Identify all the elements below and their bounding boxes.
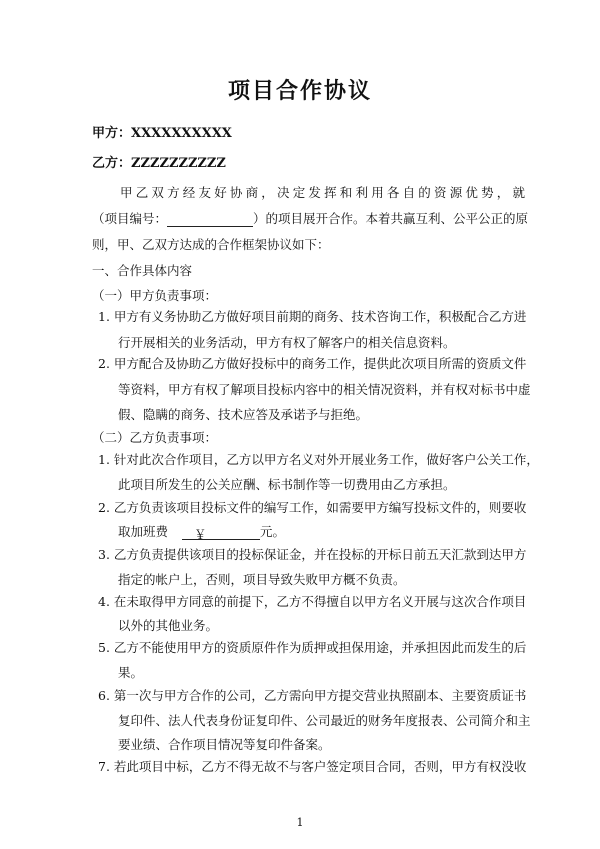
- currency-symbol: ￥: [194, 527, 207, 542]
- b1-line-2: 此项目所发生的公关应酬、标书制作等一切费用由乙方承担。: [118, 477, 456, 492]
- b3-line-2: 指定的帐户上，否则，项目导致失败甲方概不负责。: [118, 572, 406, 587]
- intro-line-3: 则，甲、乙双方达成的合作框架协议如下：: [92, 237, 330, 252]
- intro-line-2-rest: ）的项目展开合作。本着共赢互利、公平公正的原: [253, 211, 529, 226]
- b7-line-1: 7. 若此项目中标，乙方不得无故不与客户签定项目合同，否则，甲方有权没收: [98, 759, 527, 774]
- b4-line-1: 4. 在未取得甲方同意的前提下，乙方不得擅自以甲方名义开展与这次合作项目: [98, 594, 527, 609]
- a2-line-2: 等资料，甲方有权了解项目投标内容中的相关情况资料，并有权对标书中虚: [118, 382, 531, 397]
- overtime-fee-unit: 元。: [260, 524, 286, 539]
- section-1-heading: 一、合作具体内容: [92, 263, 193, 278]
- party-a: 甲方：XXXXXXXXXX: [92, 126, 232, 141]
- intro-line-1: 甲乙双方经友好协商，决定发挥和利用各自的资源优势，就: [120, 185, 529, 200]
- intro-line-2: [92, 209, 528, 227]
- sub-a-heading: （一）甲方负责事项：: [92, 288, 218, 303]
- a2-line-1: 2. 甲方配合及协助乙方做好投标中的商务工作，提供此次项目所需的资质文件: [98, 356, 527, 371]
- b6-line-3: 要业绩、合作项目情况等复印件备案。: [118, 737, 331, 752]
- project-number-blank: [167, 212, 253, 227]
- b3-line-1: 3. 乙方负责提供该项目的投标保证金，并在投标的开标日前五天汇款到达甲方: [98, 547, 527, 562]
- a1-line-2: 行开展相关的业务活动，甲方有权了解客户的相关信息资料。: [118, 335, 456, 350]
- overtime-fee-blank: [182, 525, 260, 540]
- sub-b-heading: （二）乙方负责事项：: [92, 430, 218, 445]
- a2-line-3: 假、隐瞒的商务、技术应答及承诺予与拒绝。: [118, 407, 369, 422]
- intro-project-no-label: （项目编号：: [92, 211, 168, 226]
- b6-line-2: 复印件、法人代表身份证复印件、公司最近的财务年度报表、公司简介和主: [118, 713, 531, 728]
- b6-line-1: 6. 第一次与甲方合作的公司，乙方需向甲方提交营业执照副本、主要资质证书: [98, 688, 527, 703]
- b1-line-1: 1. 针对此次合作项目，乙方以甲方名义对外开展业务工作，做好客户公关工作，: [98, 452, 539, 467]
- page-number: 1: [296, 816, 304, 829]
- b4-line-2: 以外的其他业务。: [118, 618, 219, 633]
- document-title: 项目合作协议: [227, 79, 372, 104]
- b2-line-2: [118, 522, 285, 540]
- b5-line-2: 果。: [118, 665, 144, 680]
- b5-line-1: 5. 乙方不能使用甲方的资质原件作为质押或担保用途，并承担因此而发生的后: [98, 640, 527, 655]
- party-b: 乙方：ZZZZZZZZZZ: [92, 156, 226, 171]
- a1-line-1: 1. 甲方有义务协助乙方做好项目前期的商务、技术咨询工作，积极配合乙方进: [98, 309, 527, 324]
- b2-line-1: 2. 乙方负责该项目投标文件的编写工作，如需要甲方编写投标文件的，则要收: [98, 500, 527, 515]
- overtime-fee-label: 取加班费: [118, 524, 169, 539]
